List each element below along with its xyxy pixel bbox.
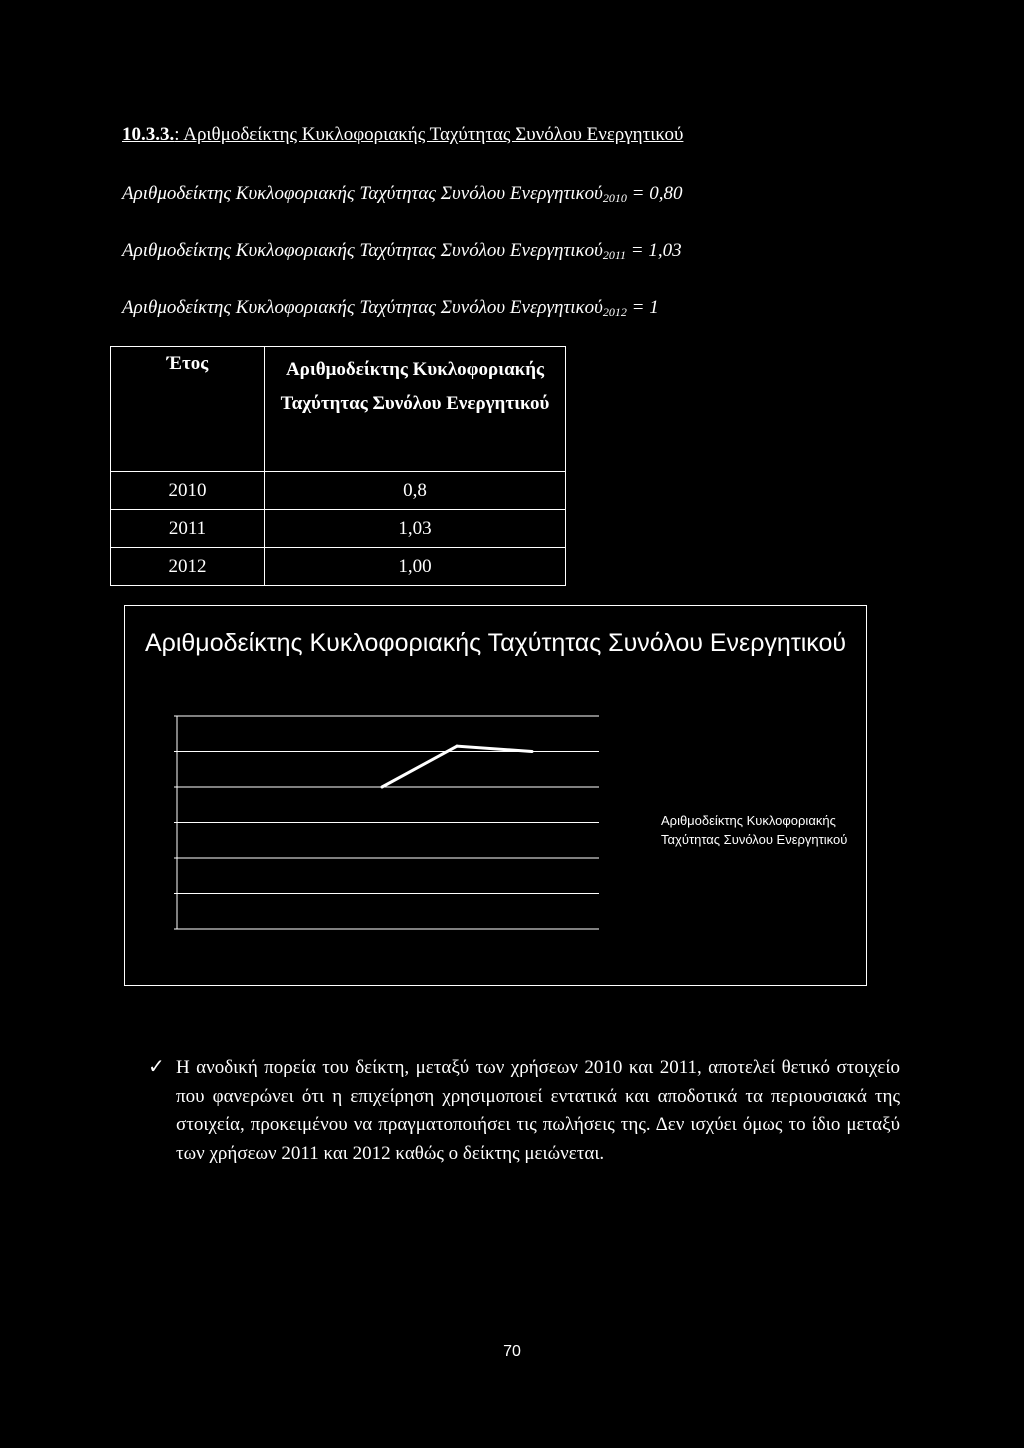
- series-line: [382, 746, 532, 787]
- formula-2010: Αριθμοδείκτης Κυκλοφοριακής Ταχύτητας Συνόλου Ενεργητικού$_{2010}$ = 0,80: [122, 183, 683, 205]
- legend-label: Αριθμοδείκτης Κυκλοφοριακής Ταχύτητας Συνόλου Ενεργητικού: [661, 813, 848, 847]
- chart-title: Αριθμοδείκτης Κυκλοφοριακής Ταχύτητας Συνόλου Ενεργητικού: [144, 629, 847, 657]
- row-year: 2012: [111, 548, 265, 586]
- data-point: [456, 745, 459, 748]
- row-year: 2010: [111, 472, 265, 510]
- chart-legend: [661, 811, 871, 849]
- table-row: [111, 548, 566, 586]
- section-title: : Αριθμοδείκτης Κυκλοφοριακής Ταχύτητας Συνόλου Ενεργητικού: [174, 124, 684, 145]
- conclusion-paragraph: Η ανοδική πορεία του δείκτη, μεταξύ των χρήσεων 2010 και 2011, αποτελεί θετικό στοιχείο που φανερώνει ότι η επιχείρηση χρησιμοποιεί εντατικά και αποδοτικά τα περιουσιακά της στοιχεία, προκειμένου να πραγματοποιήσει τις πωλήσεις της. Δεν ισχύει όμως το ίδιο μεταξύ των χρήσεων 2011 και 2012 καθώς ο δείκτης μειώνεται.: [176, 1057, 900, 1164]
- chart-frame: [124, 605, 867, 986]
- table-row: [111, 510, 566, 548]
- page-number: 70: [503, 1343, 521, 1360]
- row-year: 2011: [111, 510, 265, 548]
- data-point: [531, 750, 534, 753]
- header-year: Έτος: [111, 347, 265, 472]
- chart-plot: [125, 606, 868, 987]
- section-heading: [122, 124, 683, 146]
- row-value: 1,03: [265, 510, 566, 548]
- section-number: 10.3.3.: [122, 124, 175, 145]
- check-icon: ✓: [148, 1056, 165, 1078]
- row-value: 0,8: [265, 472, 566, 510]
- header-value: Αριθμοδείκτης Κυκλοφοριακής Ταχύτητας Συνόλου Ενεργητικού: [265, 347, 566, 472]
- table-row: [111, 472, 566, 510]
- formula-2011: Αριθμοδείκτης Κυκλοφοριακής Ταχύτητας Συνόλου Ενεργητικού$_{2011}$ = 1,03: [122, 240, 682, 262]
- formula-2012: Αριθμοδείκτης Κυκλοφοριακής Ταχύτητας Συνόλου Ενεργητικού$_{2012}$ = 1: [122, 297, 659, 319]
- table-header-row: [111, 347, 566, 472]
- index-table: [110, 346, 566, 586]
- data-point: [381, 786, 384, 789]
- row-value: 1,00: [265, 548, 566, 586]
